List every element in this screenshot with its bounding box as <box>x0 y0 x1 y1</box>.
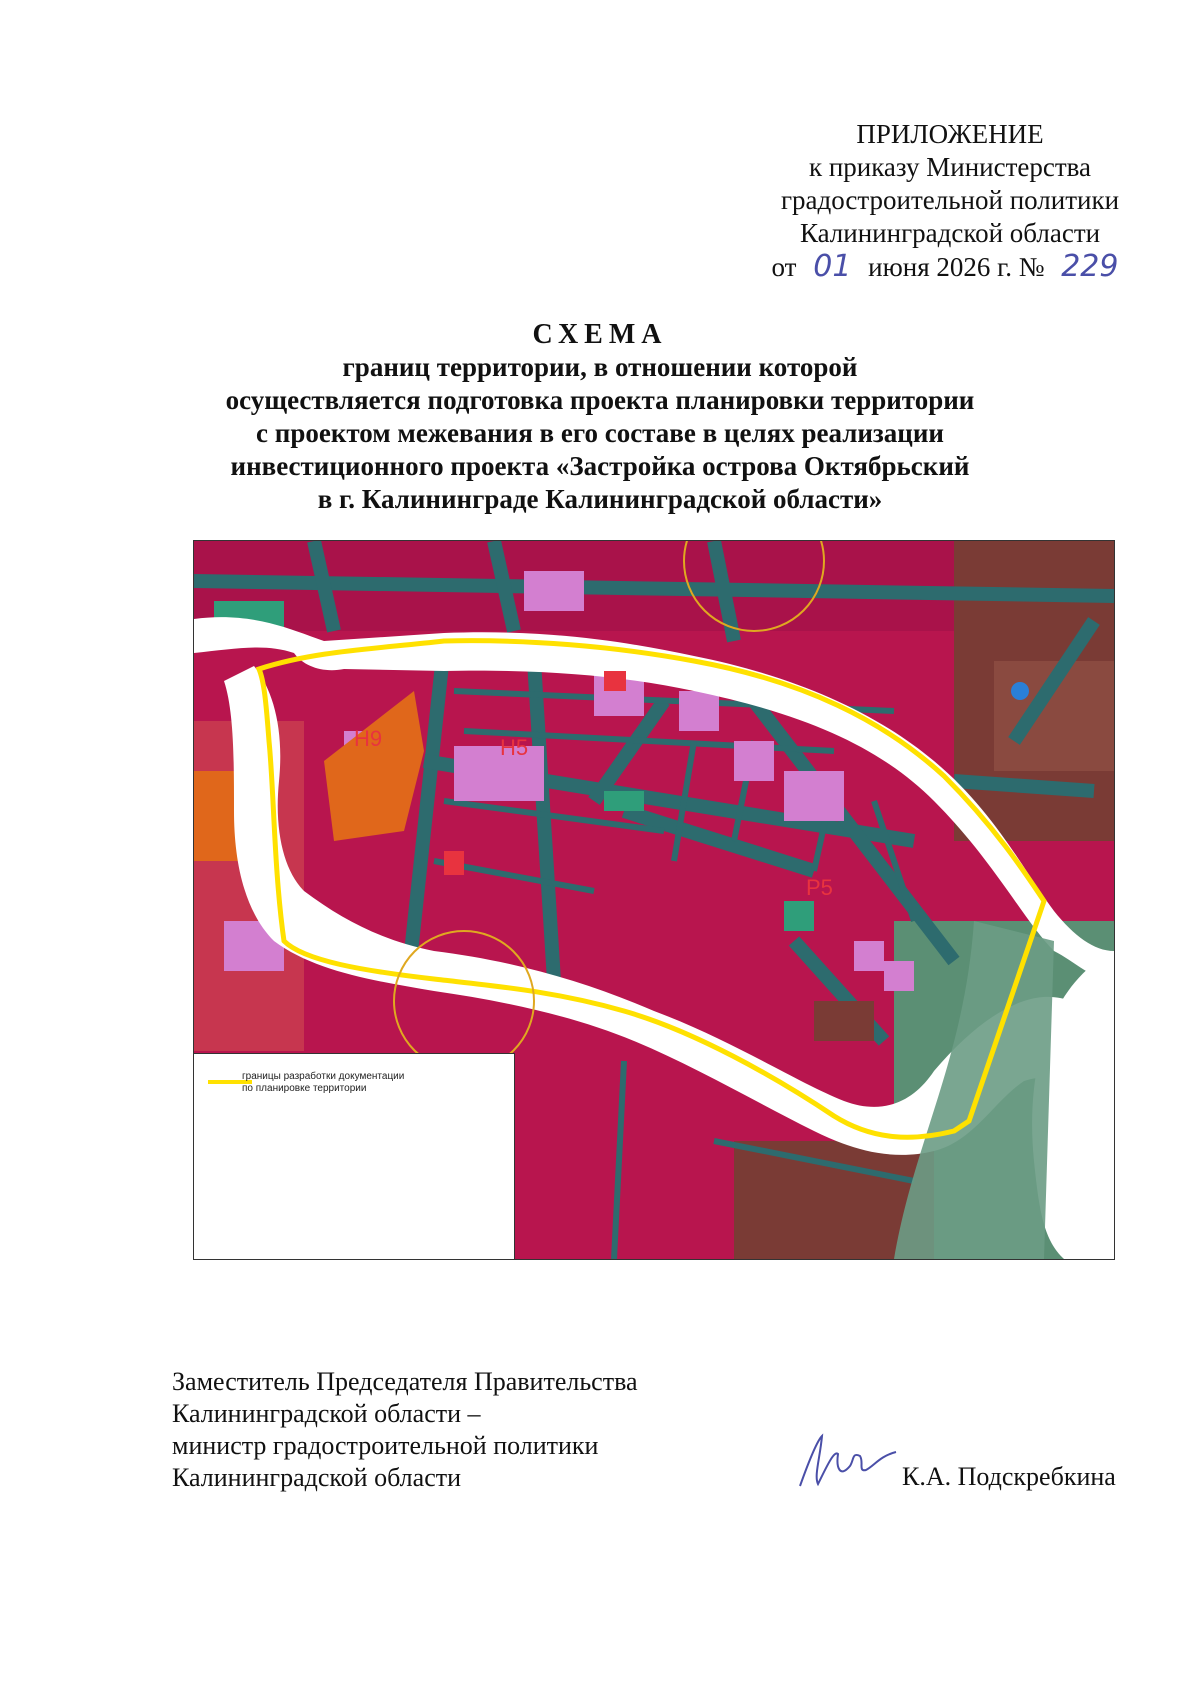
zone-label: Р5 <box>806 875 833 900</box>
annex-date-line <box>740 250 1160 284</box>
zoning-map <box>193 540 1115 1260</box>
title-head: СХЕМА <box>532 319 668 350</box>
signer-position: Заместитель Председателя Правительства <box>172 1367 638 1396</box>
handwritten-day: 01 <box>813 249 852 284</box>
annex-line: градостроительной политики <box>780 185 1120 215</box>
title-line: осуществляется подготовка проекта планировки территории <box>225 385 975 415</box>
legend-text <box>242 1071 492 1095</box>
document-title <box>180 318 1020 516</box>
title-line: в г. Калининграде Калининградской области» <box>317 484 883 514</box>
signer-position: Калининградской области – <box>172 1399 481 1428</box>
signer-position: министр градостроительной политики <box>172 1431 599 1460</box>
map-legend <box>194 1053 515 1260</box>
signer-position: Калининградской области <box>172 1463 462 1492</box>
handwritten-number: 229 <box>1061 249 1119 284</box>
annex-title: ПРИЛОЖЕНИЕ <box>856 119 1044 149</box>
signer-name: К.А. Подскребкина <box>902 1462 1116 1491</box>
annex-line: Калининградской области <box>799 218 1101 248</box>
zone-label: Н5 <box>500 735 529 760</box>
zone-label: Н9 <box>354 726 383 751</box>
date-prefix: от <box>771 252 797 282</box>
title-line: границ территории, в отношении которой <box>342 352 858 382</box>
title-line: инвестиционного проекта «Застройка острова Октябрьский <box>230 451 970 481</box>
signer-block <box>172 1366 638 1494</box>
annex-header <box>740 118 1160 284</box>
legend-line: границы разработки документации <box>242 1071 405 1082</box>
annex-line: к приказу Министерства <box>808 152 1092 182</box>
legend-line: по планировке территории <box>242 1083 367 1094</box>
date-rest: июня 2026 г. № <box>868 252 1045 282</box>
title-line: с проектом межевания в его составе в целях реализации <box>256 418 944 448</box>
signature-image <box>792 1428 902 1494</box>
